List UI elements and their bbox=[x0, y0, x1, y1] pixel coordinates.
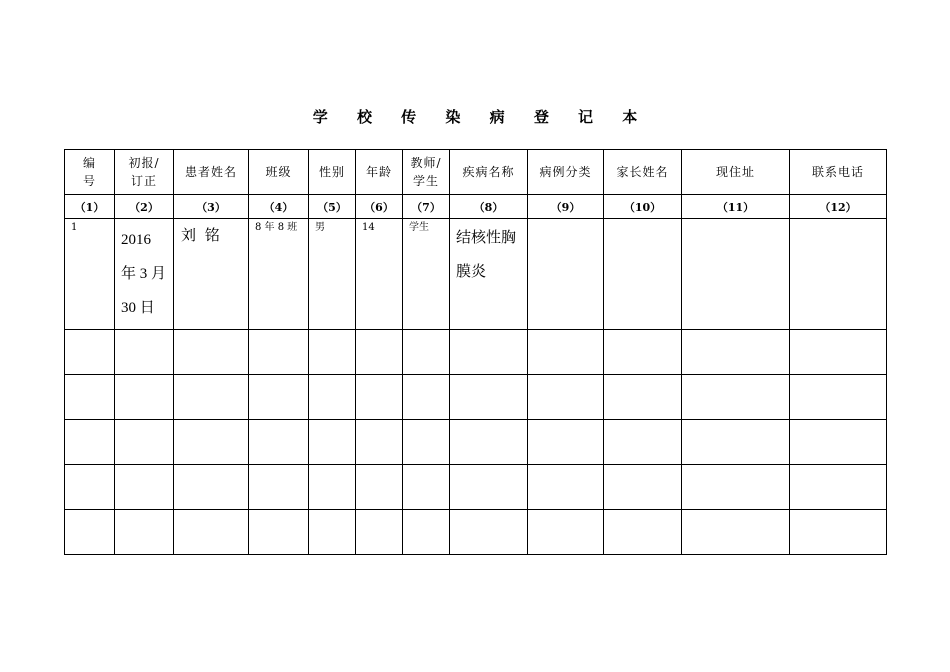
empty-cell[interactable] bbox=[604, 510, 682, 555]
empty-cell[interactable] bbox=[249, 330, 309, 375]
empty-cell[interactable] bbox=[403, 510, 450, 555]
record-case-class[interactable] bbox=[528, 219, 604, 330]
empty-cell[interactable] bbox=[403, 465, 450, 510]
empty-cell[interactable] bbox=[528, 330, 604, 375]
header-row bbox=[65, 150, 887, 195]
empty-cell[interactable] bbox=[309, 375, 356, 420]
record-age[interactable]: 14 bbox=[356, 219, 403, 330]
record-date[interactable]: 2016 年 3 月 30 日 bbox=[115, 219, 174, 330]
empty-cell[interactable] bbox=[115, 330, 174, 375]
header-cell-address: 现住址 bbox=[682, 150, 790, 195]
empty-cell[interactable] bbox=[309, 330, 356, 375]
column-number: （2） bbox=[115, 195, 174, 219]
empty-cell[interactable] bbox=[174, 465, 249, 510]
empty-cell[interactable] bbox=[356, 330, 403, 375]
empty-cell[interactable] bbox=[450, 465, 528, 510]
empty-cell[interactable] bbox=[249, 465, 309, 510]
empty-cell[interactable] bbox=[249, 510, 309, 555]
table-row bbox=[65, 219, 887, 330]
empty-cell[interactable] bbox=[115, 465, 174, 510]
empty-cell[interactable] bbox=[682, 420, 790, 465]
empty-cell[interactable] bbox=[604, 420, 682, 465]
empty-cell[interactable] bbox=[65, 420, 115, 465]
empty-cell[interactable] bbox=[174, 420, 249, 465]
header-cell-role: 教师/ 学生 bbox=[403, 150, 450, 195]
empty-cell[interactable] bbox=[790, 420, 887, 465]
empty-cell[interactable] bbox=[356, 510, 403, 555]
record-patient-name[interactable]: 刘 铭 bbox=[174, 219, 249, 330]
header-cell-disease: 疾病名称 bbox=[450, 150, 528, 195]
column-number: （12） bbox=[790, 195, 887, 219]
empty-cell[interactable] bbox=[528, 510, 604, 555]
empty-cell[interactable] bbox=[528, 375, 604, 420]
empty-cell[interactable] bbox=[403, 375, 450, 420]
empty-cell[interactable] bbox=[65, 330, 115, 375]
empty-cell[interactable] bbox=[528, 420, 604, 465]
column-number: （1） bbox=[65, 195, 115, 219]
record-gender[interactable]: 男 bbox=[309, 219, 356, 330]
header-cell-phone: 联系电话 bbox=[790, 150, 887, 195]
header-cell-id: 编 号 bbox=[65, 150, 115, 195]
record-parent-name[interactable] bbox=[604, 219, 682, 330]
empty-cell[interactable] bbox=[604, 375, 682, 420]
record-phone[interactable] bbox=[790, 219, 887, 330]
empty-cell[interactable] bbox=[115, 510, 174, 555]
record-id[interactable]: 1 bbox=[65, 219, 115, 330]
header-cell-case-class: 病例分类 bbox=[528, 150, 604, 195]
column-number: （11） bbox=[682, 195, 790, 219]
empty-cell[interactable] bbox=[682, 375, 790, 420]
header-cell-class: 班级 bbox=[249, 150, 309, 195]
empty-cell[interactable] bbox=[65, 465, 115, 510]
empty-cell[interactable] bbox=[115, 375, 174, 420]
table-row bbox=[65, 375, 887, 420]
empty-cell[interactable] bbox=[682, 465, 790, 510]
column-number: （6） bbox=[356, 195, 403, 219]
empty-cell[interactable] bbox=[528, 465, 604, 510]
table-row bbox=[65, 330, 887, 375]
registration-table bbox=[64, 149, 887, 555]
empty-cell[interactable] bbox=[356, 465, 403, 510]
empty-cell[interactable] bbox=[309, 465, 356, 510]
empty-cell[interactable] bbox=[65, 375, 115, 420]
empty-cell[interactable] bbox=[790, 330, 887, 375]
empty-cell[interactable] bbox=[249, 375, 309, 420]
empty-cell[interactable] bbox=[356, 420, 403, 465]
empty-cell[interactable] bbox=[604, 465, 682, 510]
empty-cell[interactable] bbox=[174, 510, 249, 555]
column-number: （8） bbox=[450, 195, 528, 219]
empty-cell[interactable] bbox=[790, 465, 887, 510]
empty-cell[interactable] bbox=[249, 420, 309, 465]
column-number: （3） bbox=[174, 195, 249, 219]
record-role[interactable]: 学生 bbox=[403, 219, 450, 330]
column-number-row bbox=[65, 195, 887, 219]
empty-cell[interactable] bbox=[403, 330, 450, 375]
header-cell-report-type: 初报/ 订正 bbox=[115, 150, 174, 195]
record-disease[interactable]: 结核性胸 膜炎 bbox=[450, 219, 528, 330]
record-class[interactable]: 8 年 8 班 bbox=[249, 219, 309, 330]
column-number: （9） bbox=[528, 195, 604, 219]
empty-cell[interactable] bbox=[65, 510, 115, 555]
empty-cell[interactable] bbox=[682, 510, 790, 555]
header-cell-patient-name: 患者姓名 bbox=[174, 150, 249, 195]
header-cell-gender: 性别 bbox=[309, 150, 356, 195]
column-number: （7） bbox=[403, 195, 450, 219]
empty-cell[interactable] bbox=[790, 375, 887, 420]
page-title: 学 校 传 染 病 登 记 本 bbox=[312, 108, 650, 126]
empty-cell[interactable] bbox=[403, 420, 450, 465]
column-number: （4） bbox=[249, 195, 309, 219]
empty-cell[interactable] bbox=[450, 420, 528, 465]
empty-cell[interactable] bbox=[790, 510, 887, 555]
empty-cell[interactable] bbox=[450, 375, 528, 420]
table-row bbox=[65, 420, 887, 465]
empty-cell[interactable] bbox=[356, 375, 403, 420]
empty-cell[interactable] bbox=[309, 420, 356, 465]
table-row bbox=[65, 465, 887, 510]
header-cell-parent-name: 家长姓名 bbox=[604, 150, 682, 195]
header-cell-age: 年龄 bbox=[356, 150, 403, 195]
empty-cell[interactable] bbox=[450, 330, 528, 375]
empty-cell[interactable] bbox=[682, 330, 790, 375]
table-row bbox=[65, 510, 887, 555]
empty-cell[interactable] bbox=[174, 375, 249, 420]
record-address[interactable] bbox=[682, 219, 790, 330]
column-number: （5） bbox=[309, 195, 356, 219]
empty-cell[interactable] bbox=[450, 510, 528, 555]
empty-cell[interactable] bbox=[115, 420, 174, 465]
empty-cell[interactable] bbox=[604, 330, 682, 375]
empty-cell[interactable] bbox=[174, 330, 249, 375]
column-number: （10） bbox=[604, 195, 682, 219]
empty-cell[interactable] bbox=[309, 510, 356, 555]
